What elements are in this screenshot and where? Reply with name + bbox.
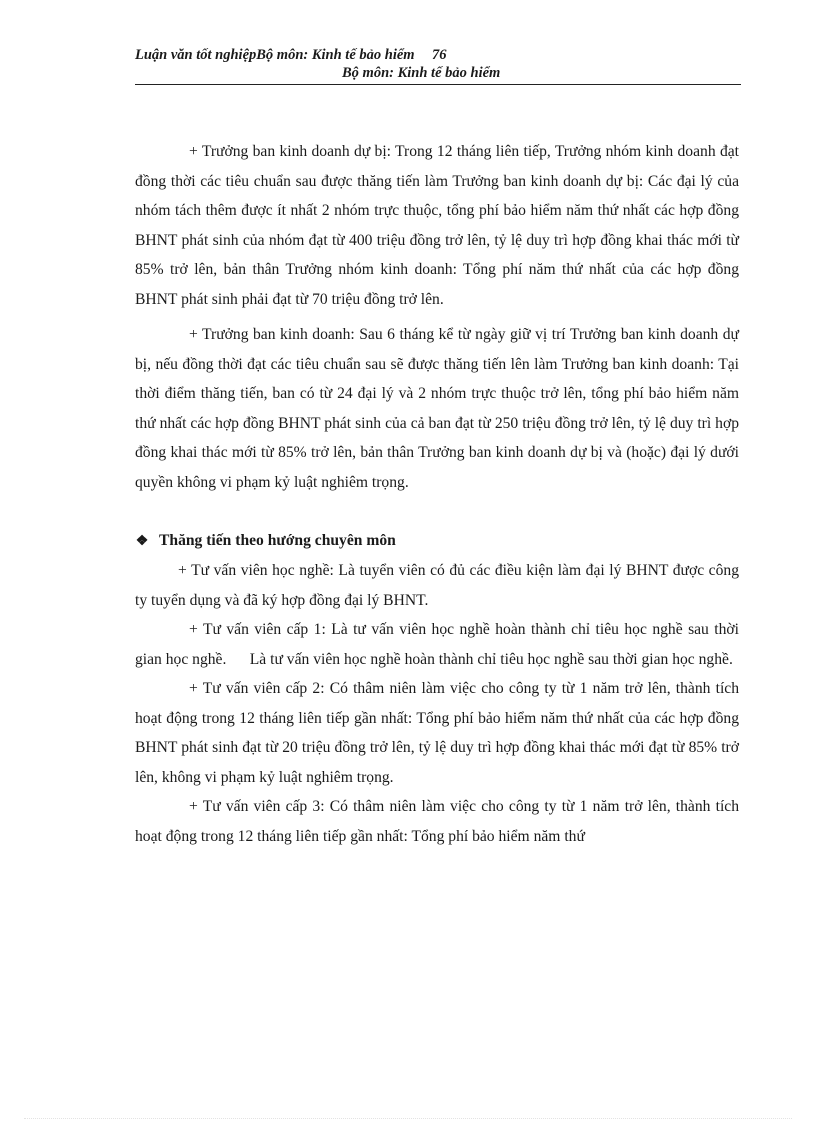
header-divider <box>135 84 741 85</box>
page-bottom-border <box>24 1118 792 1119</box>
paragraph-tvv-cap-3: + Tư vấn viên cấp 3: Có thâm niên làm việc cho công ty từ 1 năm trở lên, thành tích hoạt động trong 12 tháng liên tiếp gần nhất: Tổng phí bảo hiểm năm thứ <box>135 798 739 845</box>
page-number: 76 <box>432 47 447 63</box>
header-title: Luận văn tốt nghiệpBộ môn: Kinh tế bảo hiểm <box>135 47 415 63</box>
section-heading <box>135 527 739 556</box>
page-header <box>135 44 741 86</box>
section-heading-text: Thăng tiến theo hướng chuyên môn <box>159 532 396 549</box>
paragraph-truong-ban: + Trưởng ban kinh doanh: Sau 6 tháng kể từ ngày giữ vị trí Trưởng ban kinh doanh dự bị, nếu đồng thời đạt các tiêu chuẩn sau sẽ được thăng tiến lên làm Trưởng ban kinh doanh: Tại thời điểm thăng tiến, ban có từ 24 đại lý và 2 nhóm trực thuộc trở lên, tổng phí bảo hiểm năm thứ nhất các hợp đồng BHNT phát sinh của cả ban đạt từ 250 triệu đồng trở lên, tỷ lệ duy trì hợp đồng khai thác mới từ 85% trở lên, bản thân Trưởng ban kinh doanh dự bị và (hoặc) đại lý dưới quyền không vi phạm kỷ luật nghiêm trọng. <box>135 326 739 491</box>
four-diamond-bullet-icon: ❖ <box>135 534 149 549</box>
document-body <box>135 137 743 851</box>
paragraph-tvv-hoc-nghe: + Tư vấn viên học nghề: Là tuyển viên có đủ các điều kiện làm đại lý BHNT được công ty tuyển dụng và đã ký hợp đồng đại lý BHNT. <box>135 562 739 609</box>
header-subtitle: Bộ môn: Kinh tế bảo hiểm <box>342 65 501 81</box>
paragraph-tvv-cap-1: + Tư vấn viên cấp 1: Là tư vấn viên học nghề hoàn thành chỉ tiêu học nghề sau thời gian học nghề. Là tư vấn viên học nghề hoàn thành chỉ tiêu học nghề sau thời gian học nghề. <box>135 621 743 668</box>
paragraph-truong-ban-du-bi: + Trưởng ban kinh doanh dự bị: Trong 12 tháng liên tiếp, Trưởng nhóm kinh doanh đạt đồng thời các tiêu chuẩn sau được thăng tiến làm Trưởng ban kinh doanh dự bị: Các đại lý của nhóm tách thêm được ít nhất 2 nhóm trực thuộc, tổng phí bảo hiểm năm thứ nhất các hợp đồng BHNT phát sinh của nhóm đạt từ 400 triệu đồng trở lên, tỷ lệ duy trì hợp đồng khai thác mới từ 85% trở lên, bản thân Trưởng nhóm kinh doanh: Tổng phí năm thứ nhất của các hợp đồng BHNT phát sinh phải đạt từ 70 triệu đồng trở lên. <box>135 143 739 308</box>
paragraph-tvv-cap-2: + Tư vấn viên cấp 2: Có thâm niên làm việc cho công ty từ 1 năm trở lên, thành tích hoạt động trong 12 tháng liên tiếp gần nhất: Tổng phí bảo hiểm năm thứ nhất của các hợp đồng BHNT phát sinh đạt từ 20 triệu đồng trở lên, tỷ lệ duy trì hợp đồng khai thác mới đạt từ 85% trở lên, không vi phạm kỷ luật nghiêm trọng. <box>135 680 739 786</box>
